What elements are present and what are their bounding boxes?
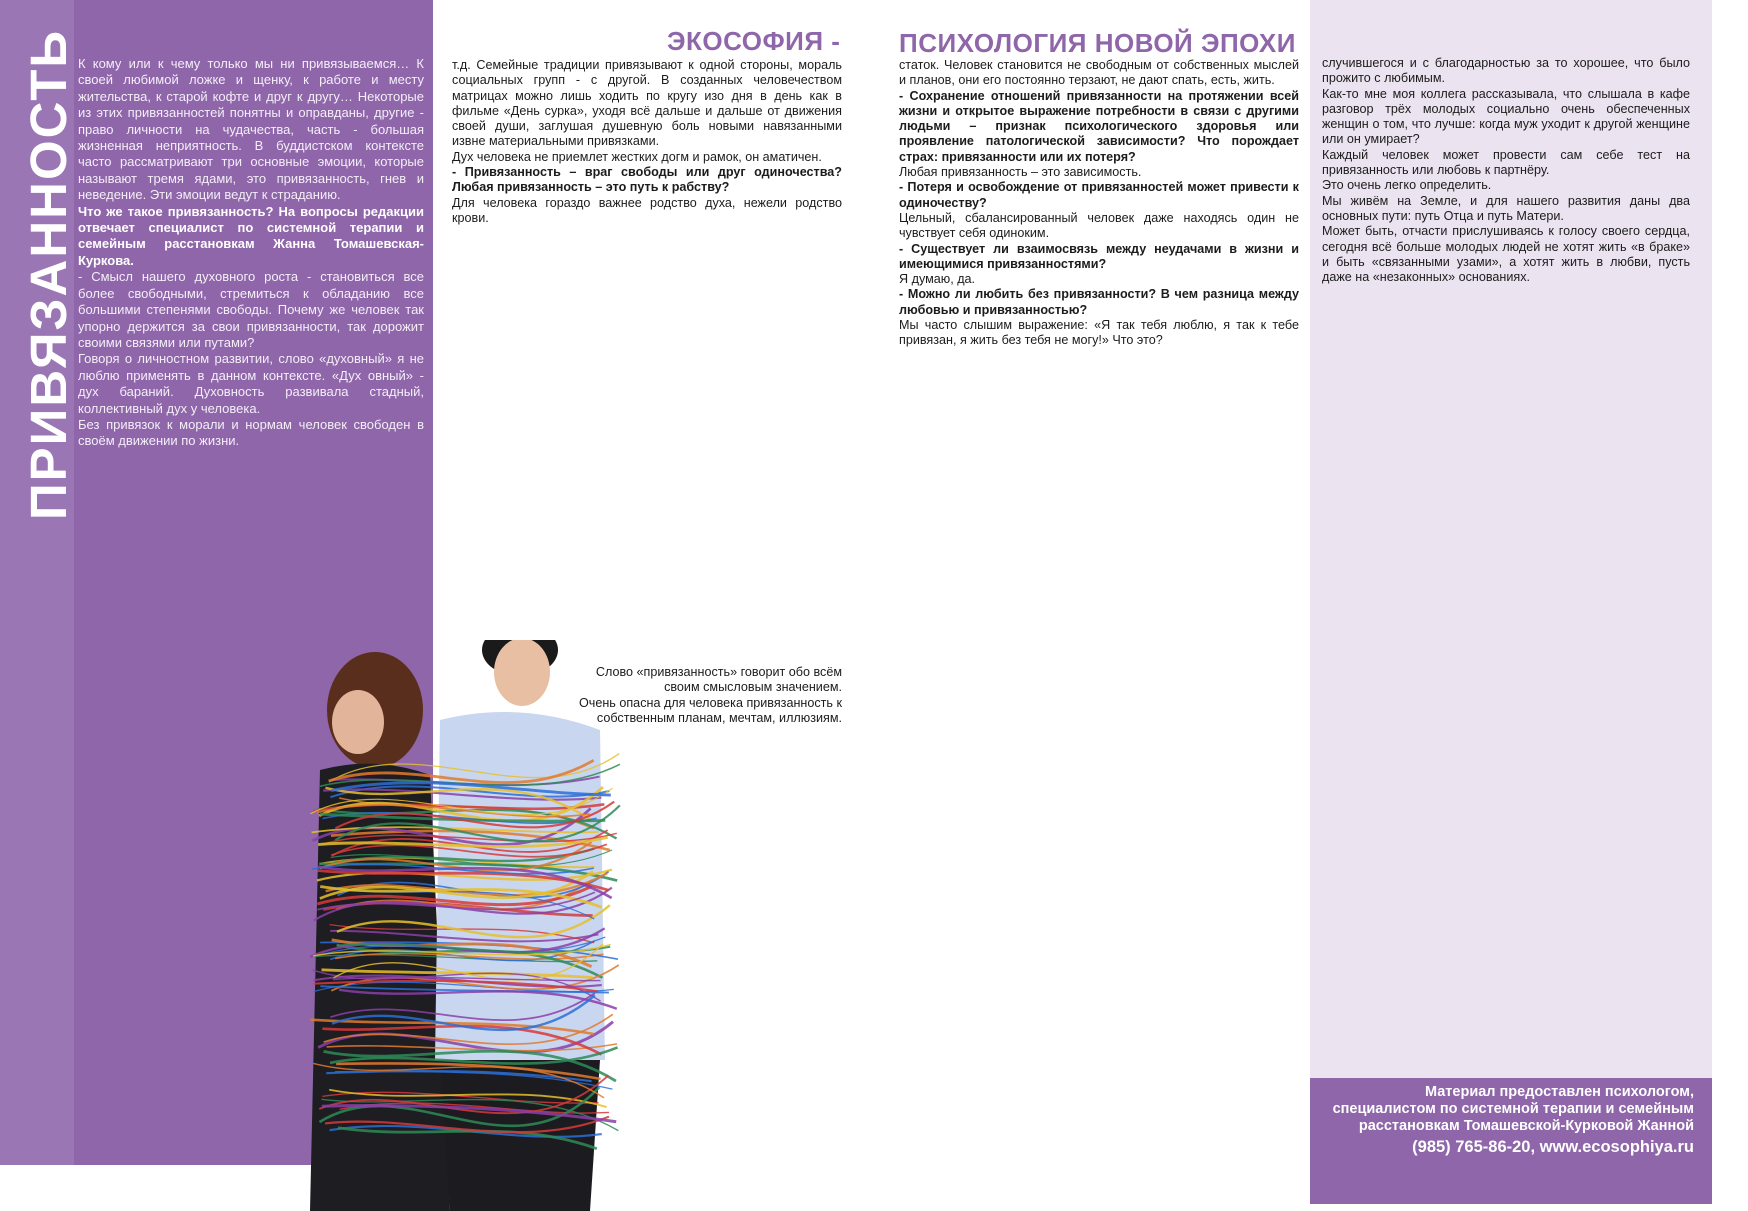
credit-contact[interactable]: (985) 765-86-20, www.ecosophiya.ru: [1412, 1138, 1694, 1156]
body-paragraph: Для человека гораздо важнее родство духа, нежели родство крови.: [452, 195, 842, 225]
article-column-4: [1322, 56, 1690, 1076]
body-paragraph: Я думаю, да.: [899, 272, 976, 287]
body-paragraph: К кому или к чему только мы ни привязываемся… К своей любимой ложке и щенку, к работе и месту жительства, к старой кофте и друг к другу… Некоторые из этих привязанностей понятны и оправданы, другие - право личности на чудачества, часть - большая жизненная неприятность. В буддистском контексте часто рассматривают три основные эмоции, которые называют тремя ядами, это привязанность, гнев и неведение. Эти эмоции ведут к страданию.: [78, 56, 424, 203]
body-paragraph: Каждый человек может провести сам себе тест на привязанность или любовь к партнёру.: [1322, 147, 1690, 178]
body-paragraph: статок. Человек становится не свободным от собственных мыслей и планов, они его постоянно терзают, не дают спать, есть, жить.: [899, 58, 1299, 88]
body-paragraph: Цельный, сбалансированный человек даже находясь один не чувствует себя одиноким.: [899, 210, 1299, 241]
body-paragraph: Это очень легко определить.: [1322, 178, 1492, 193]
credit-line-3: расстановкам Томашевской-Курковой Жанной: [1358, 1118, 1694, 1134]
tied-couple-illustration: [300, 640, 630, 1211]
question-paragraph: - Потеря и освобождение от привязанностей может привести к одиночеству?: [899, 180, 1299, 210]
question-paragraph: - Существует ли взаимосвязь между неудачами в жизни и имеющимися привязанностями?: [899, 241, 1299, 271]
body-paragraph: Как-то мне моя коллега рассказывала, что слышала в кафе разговор трёх молодых социально очень обеспеченных женщин о том, что лучше: когда муж уходит к другой женщине или он умирает?: [1322, 86, 1690, 147]
body-paragraph: т.д. Семейные традиции привязывают к одной стороны, мораль социальных групп - с другой. В созданных человечеством матрицах можно лишь ходить по кругу изо дня в день как в фильме «День сурка», уходя всё дальше и дальше от движения своей души, заглушая душевную боль новыми навязанными извне материальными привязками.: [452, 58, 842, 149]
question-paragraph: - Сохранение отношений привязанности на протяжении всей жизни и открытое выражение потребности в связи с другими людьми – признак психологического здоровья или проявление патологической зависимости? Что порождает страх: привязанности или их потеря?: [899, 88, 1299, 164]
credit-line-2: специалистом по системной терапии и семейным: [1332, 1101, 1694, 1117]
body-paragraph: Говоря о личностном развитии, слово «духовный» я не люблю применять в данном контексте. «Дух овный» - дух бараний. Духовность развивала стадный, коллективный дух у человека.: [78, 351, 424, 416]
headline-part-1: ЭКОСОФИЯ -: [667, 26, 841, 56]
body-paragraph: Слово «привязанность» говорит обо всём своим смысловым значением.: [595, 665, 842, 695]
body-paragraph: - Смысл нашего духовного роста - становиться все более свободными, стремиться к обладанию все большими степенями свободы. Почему же человек так упорно держится за свои привязанности, так дорожит своими связями или путами?: [78, 269, 424, 350]
body-paragraph: Может быть, отчасти прислушиваясь к голосу своего сердца, сегодня всё больше молодых людей не хотят жить «в браке» и быть «связанными узами», а хотят жить в любви, пусть даже на «незаконных» основаниях.: [1322, 224, 1690, 285]
credit-line-1: Материал предоставлен психологом,: [1424, 1084, 1694, 1100]
body-paragraph: случившегося и с благодарностью за то хорошее, что было прожито с любимым.: [1322, 56, 1690, 86]
body-paragraph: Очень опасна для человека привязанность к собственным планам, мечтам, иллюзиям.: [578, 695, 842, 725]
man-face: [494, 640, 550, 706]
body-paragraph: Мы часто слышим выражение: «Я так тебя люблю, я так к тебе привязан, я жить без тебя не могу!» Что это?: [899, 318, 1299, 348]
tied-couple-image: [300, 640, 630, 1211]
vertical-title: ПРИВЯЗАННОСТЬ: [20, 28, 77, 520]
author-credit-box: [1310, 1078, 1712, 1204]
body-paragraph: Без привязок к морали и нормам человек свободен в своём движении по жизни.: [78, 416, 424, 449]
question-paragraph: Что же такое привязанность? На вопросы редакции отвечает специалист по системной терапии и семейным расстановкам Жанна Томашевская-Куркова.: [78, 203, 424, 268]
woman-face: [332, 690, 384, 754]
question-paragraph: - Привязанность – враг свободы или друг одиночества? Любая привязанность – это путь к рабству?: [452, 165, 842, 195]
article-column-2: [452, 58, 842, 658]
question-paragraph: - Можно ли любить без привязанности? В чем разница между любовью и привязанностью?: [899, 287, 1299, 317]
body-paragraph: Дух человека не приемлет жестких догм и рамок, он аматичен.: [452, 149, 822, 164]
body-paragraph: Любая привязанность – это зависимость.: [899, 165, 1142, 180]
article-column-3: [899, 58, 1299, 1148]
body-paragraph: Мы живём на Земле, и для нашего развития даны два основных пути: путь Отца и путь Матери.: [1322, 193, 1690, 223]
headline-part-2: ПСИХОЛОГИЯ НОВОЙ ЭПОХИ: [899, 28, 1296, 58]
